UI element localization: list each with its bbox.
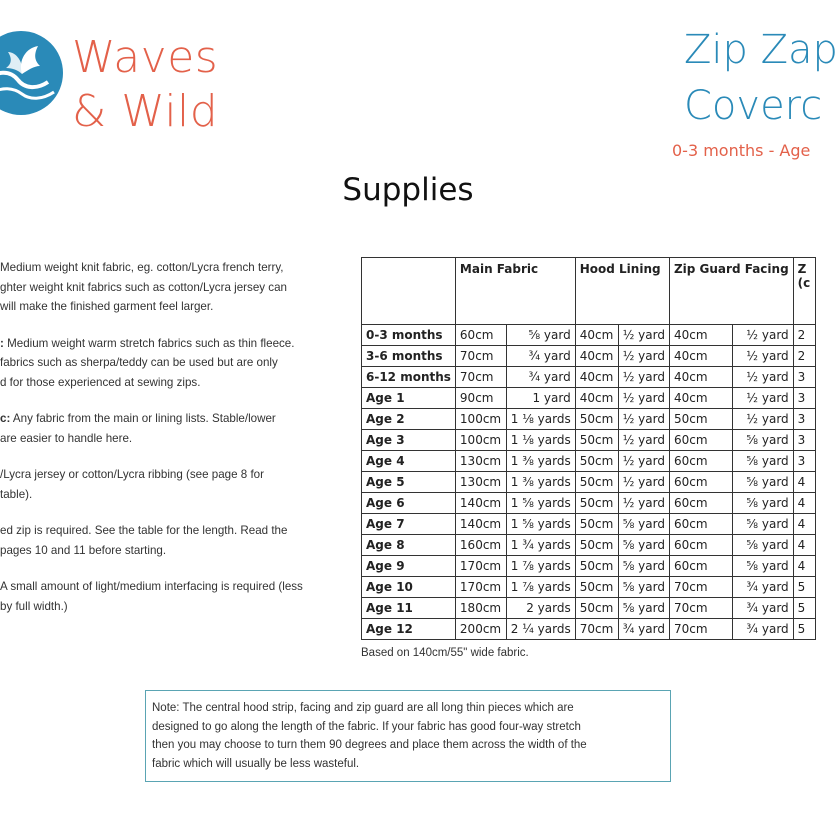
cell-size: Age 8 (362, 535, 456, 556)
cell-main-cm: 170cm (455, 577, 506, 598)
cell-hood-cm: 50cm (575, 409, 618, 430)
cell-truncated: 4 (793, 472, 815, 493)
cell-hood-yard: ⅝ yard (618, 514, 669, 535)
cell-hood-cm: 50cm (575, 598, 618, 619)
pattern-title-line1: Zip Zap (684, 27, 838, 73)
cell-hood-yard: ½ yard (618, 346, 669, 367)
cell-main-cm: 130cm (455, 451, 506, 472)
cell-main-cm: 70cm (455, 346, 506, 367)
cell-truncated: 5 (793, 598, 815, 619)
cell-hood-cm: 50cm (575, 535, 618, 556)
cell-size: Age 6 (362, 493, 456, 514)
brand-name-line1: Waves (72, 32, 219, 83)
table-header-row (362, 258, 816, 325)
cell-truncated: 4 (793, 493, 815, 514)
cell-zip-yard: ½ yard (732, 367, 793, 388)
table-row (362, 388, 816, 409)
cell-main-yard: 1 ¾ yards (506, 535, 575, 556)
cell-hood-yard: ⅝ yard (618, 535, 669, 556)
cell-zip-yard: ⅝ yard (732, 472, 793, 493)
cell-zip-yard: ⅝ yard (732, 514, 793, 535)
cell-truncated: 4 (793, 556, 815, 577)
cell-truncated: 4 (793, 535, 815, 556)
fabric-requirements-table (361, 257, 816, 640)
whale-tail-wave-icon (0, 30, 64, 116)
layout-note-box (145, 690, 671, 782)
supply-paragraph (0, 577, 345, 616)
supply-paragraph (0, 409, 345, 448)
supply-text: pages 10 and 11 before starting. (0, 543, 167, 557)
supply-text: are easier to handle here. (0, 431, 133, 445)
cell-hood-cm: 40cm (575, 367, 618, 388)
supply-line (0, 521, 345, 541)
supply-text: ed zip is required. See the table for the length. Read the (0, 524, 288, 537)
cell-hood-cm: 50cm (575, 472, 618, 493)
cell-hood-yard: ½ yard (618, 409, 669, 430)
table-row (362, 598, 816, 619)
cell-main-yard: ⅝ yard (506, 325, 575, 346)
fabric-width-footnote: Based on 140cm/55" wide fabric. (361, 647, 529, 659)
supply-line (0, 353, 345, 373)
cell-zip-yard: ½ yard (732, 325, 793, 346)
cell-main-cm: 170cm (455, 556, 506, 577)
cell-main-yard: 1 ⅝ yards (506, 514, 575, 535)
cell-main-yard: 1 ⅜ yards (506, 472, 575, 493)
supply-line (0, 465, 345, 485)
cell-hood-yard: ⅝ yard (618, 598, 669, 619)
cell-zip-yard: ½ yard (732, 409, 793, 430)
cell-hood-cm: 40cm (575, 388, 618, 409)
cell-truncated: 2 (793, 346, 815, 367)
table-header-zip-guard-facing: Zip Guard Facing (669, 258, 793, 325)
cell-size: 0-3 months (362, 325, 456, 346)
supply-line (0, 597, 345, 617)
note-line: then you may choose to turn them 90 degrees and place them across the width of the (152, 739, 587, 751)
brand-name-line2: & Wild (72, 86, 219, 137)
cell-truncated: 3 (793, 409, 815, 430)
table-row (362, 325, 816, 346)
cell-truncated: 3 (793, 451, 815, 472)
note-line: Note: The central hood strip, facing and zip guard are all long thin pieces which are (152, 702, 574, 714)
supply-lead: c: (0, 412, 11, 425)
cell-zip-yard: ⅝ yard (732, 535, 793, 556)
cell-main-yard: 1 ⅜ yards (506, 451, 575, 472)
cell-size: Age 2 (362, 409, 456, 430)
cell-truncated: 3 (793, 430, 815, 451)
cell-truncated: 5 (793, 577, 815, 598)
cell-main-yard: 1 ⅛ yards (506, 430, 575, 451)
note-line: designed to go along the length of the fabric. If your fabric has good four-way stretch (152, 720, 581, 733)
supply-text: Medium weight knit fabric, eg. cotton/Lycra french terry, (0, 261, 284, 274)
cell-hood-cm: 50cm (575, 493, 618, 514)
cell-main-yard: 1 yard (506, 388, 575, 409)
cell-main-yard: 1 ⅞ yards (506, 577, 575, 598)
table-row (362, 346, 816, 367)
supply-text: will make the finished garment feel larger. (0, 300, 214, 313)
cell-main-cm: 100cm (455, 409, 506, 430)
note-line: fabric which will usually be less wasteful. (152, 757, 360, 770)
cell-hood-cm: 50cm (575, 556, 618, 577)
cell-hood-yard: ½ yard (618, 451, 669, 472)
supply-line (0, 297, 345, 317)
cell-size: Age 12 (362, 619, 456, 640)
cell-hood-cm: 50cm (575, 430, 618, 451)
supply-paragraph (0, 258, 345, 317)
cell-zip-cm: 70cm (669, 598, 732, 619)
cell-hood-cm: 50cm (575, 451, 618, 472)
cell-zip-cm: 60cm (669, 472, 732, 493)
cell-main-cm: 140cm (455, 493, 506, 514)
supply-line (0, 577, 345, 597)
cell-hood-yard: ½ yard (618, 367, 669, 388)
cell-hood-yard: ½ yard (618, 493, 669, 514)
supply-text: Any fabric from the main or lining lists. Stable/lower (10, 412, 276, 425)
cell-size: Age 10 (362, 577, 456, 598)
cell-hood-yard: ¾ yard (618, 619, 669, 640)
cell-zip-cm: 60cm (669, 430, 732, 451)
cell-zip-yard: ⅝ yard (732, 556, 793, 577)
cell-hood-yard: ½ yard (618, 430, 669, 451)
supply-line (0, 409, 345, 429)
supply-paragraph (0, 521, 345, 560)
supply-line (0, 373, 345, 393)
cell-zip-yard: ½ yard (732, 346, 793, 367)
supply-text: ghter weight knit fabrics such as cotton/Lycra jersey can (0, 280, 287, 294)
cell-hood-cm: 50cm (575, 514, 618, 535)
cell-hood-yard: ½ yard (618, 472, 669, 493)
cell-zip-yard: ½ yard (732, 388, 793, 409)
cell-main-yard: 1 ⅛ yards (506, 409, 575, 430)
table-row (362, 556, 816, 577)
table-row (362, 430, 816, 451)
cell-main-cm: 130cm (455, 472, 506, 493)
supply-text: table). (0, 487, 33, 501)
supply-text: d for those experienced at sewing zips. (0, 375, 201, 389)
cell-truncated: 3 (793, 388, 815, 409)
table-header-main-fabric: Main Fabric (455, 258, 575, 325)
supply-line (0, 429, 345, 449)
cell-main-yard: 1 ⅞ yards (506, 556, 575, 577)
table-row (362, 493, 816, 514)
supply-paragraph (0, 334, 345, 393)
table-row (362, 367, 816, 388)
cell-hood-cm: 40cm (575, 346, 618, 367)
supply-line (0, 541, 345, 561)
cell-zip-cm: 40cm (669, 325, 732, 346)
table-row (362, 451, 816, 472)
cell-size: 6-12 months (362, 367, 456, 388)
table-header-truncated: Z (c (793, 258, 815, 325)
cell-main-cm: 160cm (455, 535, 506, 556)
cell-zip-yard: ¾ yard (732, 619, 793, 640)
cell-zip-cm: 40cm (669, 388, 732, 409)
cell-truncated: 4 (793, 514, 815, 535)
cell-main-cm: 140cm (455, 514, 506, 535)
cell-main-yard: ¾ yard (506, 367, 575, 388)
cell-zip-yard: ¾ yard (732, 577, 793, 598)
cell-hood-yard: ⅝ yard (618, 577, 669, 598)
table-header-size (362, 258, 456, 325)
cell-size: Age 9 (362, 556, 456, 577)
cell-zip-yard: ¾ yard (732, 598, 793, 619)
cell-truncated: 2 (793, 325, 815, 346)
cell-truncated: 5 (793, 619, 815, 640)
cell-hood-cm: 40cm (575, 325, 618, 346)
cell-main-cm: 180cm (455, 598, 506, 619)
page-heading: Supplies (342, 172, 474, 208)
cell-hood-cm: 70cm (575, 619, 618, 640)
supply-line (0, 278, 345, 298)
supply-line (0, 485, 345, 505)
table-row (362, 577, 816, 598)
cell-size: Age 11 (362, 598, 456, 619)
cell-main-cm: 70cm (455, 367, 506, 388)
table-row (362, 514, 816, 535)
cell-zip-cm: 60cm (669, 556, 732, 577)
supply-text: Medium weight warm stretch fabrics such as thin fleece. (3, 336, 295, 350)
table-row (362, 409, 816, 430)
table-row (362, 472, 816, 493)
cell-zip-yard: ⅝ yard (732, 493, 793, 514)
supply-line (0, 258, 345, 278)
cell-zip-cm: 50cm (669, 409, 732, 430)
cell-size: Age 5 (362, 472, 456, 493)
cell-main-cm: 90cm (455, 388, 506, 409)
cell-main-cm: 100cm (455, 430, 506, 451)
supply-line (0, 334, 345, 354)
cell-hood-yard: ⅝ yard (618, 556, 669, 577)
cell-hood-yard: ½ yard (618, 388, 669, 409)
supply-text: by full width.) (0, 599, 68, 613)
supply-lead: : (0, 336, 4, 350)
cell-main-cm: 200cm (455, 619, 506, 640)
cell-hood-cm: 50cm (575, 577, 618, 598)
cell-hood-yard: ½ yard (618, 325, 669, 346)
cell-truncated: 3 (793, 367, 815, 388)
table-row (362, 535, 816, 556)
table-header-hood-lining: Hood Lining (575, 258, 669, 325)
cell-main-yard: 2 ¼ yards (506, 619, 575, 640)
cell-zip-yard: ⅝ yard (732, 451, 793, 472)
supply-text: /Lycra jersey or cotton/Lycra ribbing (see page 8 for (0, 468, 264, 481)
supply-text: A small amount of light/medium interfacing is required (less (0, 580, 303, 593)
cell-zip-cm: 60cm (669, 451, 732, 472)
cell-zip-cm: 40cm (669, 346, 732, 367)
cell-main-yard: 1 ⅝ yards (506, 493, 575, 514)
cell-main-yard: 2 yards (506, 598, 575, 619)
cell-main-yard: ¾ yard (506, 346, 575, 367)
cell-zip-cm: 60cm (669, 535, 732, 556)
cell-zip-yard: ⅝ yard (732, 430, 793, 451)
table-row (362, 619, 816, 640)
cell-zip-cm: 70cm (669, 577, 732, 598)
cell-size: Age 3 (362, 430, 456, 451)
cell-zip-cm: 70cm (669, 619, 732, 640)
supply-text: fabrics such as sherpa/teddy can be used but are only (0, 356, 278, 369)
cell-main-cm: 60cm (455, 325, 506, 346)
cell-size: 3-6 months (362, 346, 456, 367)
cell-size: Age 4 (362, 451, 456, 472)
supply-paragraph (0, 465, 345, 504)
cell-zip-cm: 60cm (669, 514, 732, 535)
cell-zip-cm: 60cm (669, 493, 732, 514)
supplies-list (0, 258, 345, 616)
pattern-title-line2: Coverc (684, 83, 823, 129)
cell-size: Age 1 (362, 388, 456, 409)
cell-zip-cm: 40cm (669, 367, 732, 388)
pattern-size-range: 0-3 months - Age (672, 141, 811, 160)
cell-size: Age 7 (362, 514, 456, 535)
